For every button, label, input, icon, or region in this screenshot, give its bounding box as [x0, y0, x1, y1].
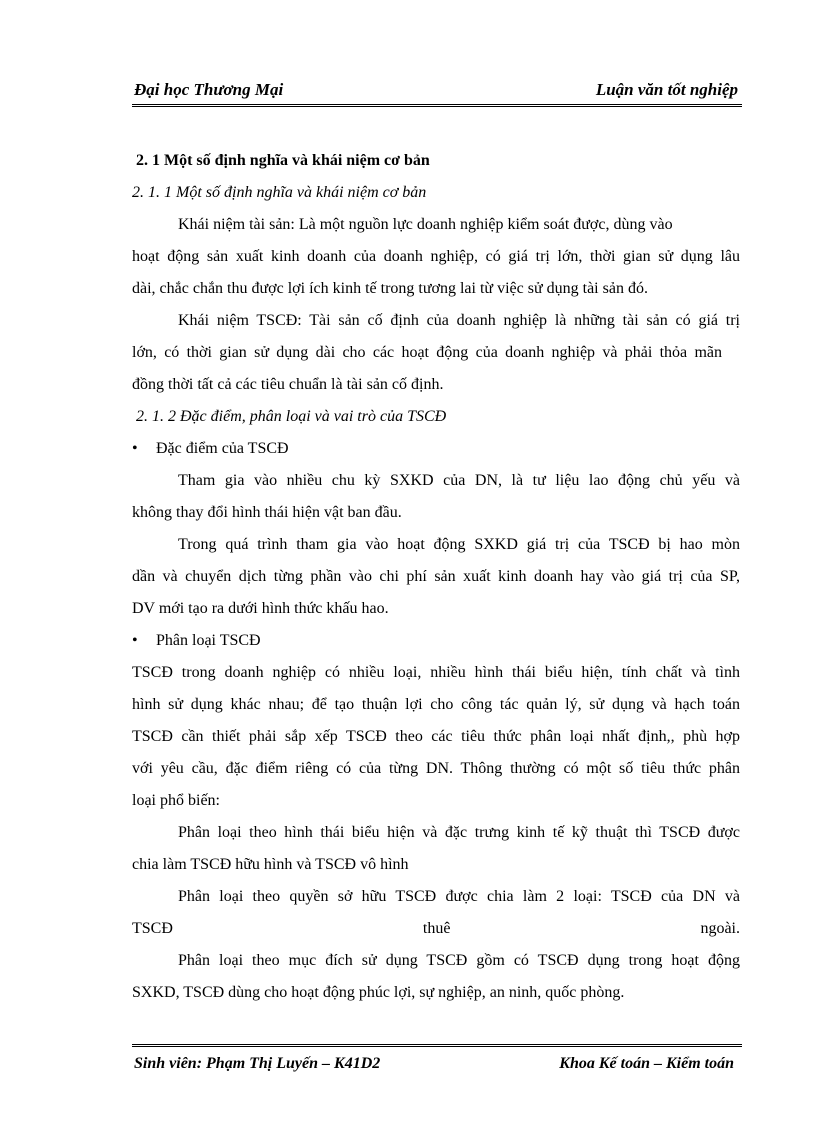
footer-student: Sinh viên: Phạm Thị Luyến – K41D2: [134, 1055, 381, 1072]
paragraph-line: dài, chắc chắn thu được lợi ích kinh tế trong tương lai từ việc sử dụng tài sản đó.: [132, 280, 648, 297]
paragraph-line: chia làm TSCĐ hữu hình và TSCĐ vô hình: [132, 856, 409, 873]
page-footer: [132, 1044, 742, 1071]
bullet-icon: •: [132, 632, 138, 649]
paragraph-line: Phân loại theo hình thái biểu hiện và đặc trưng kinh tế kỹ thuật thì TSCĐ được: [178, 824, 740, 841]
paragraph-line: TSCĐ thuê ngoài.: [132, 920, 740, 937]
paragraph-line: TSCĐ trong doanh nghiệp có nhiều loại, nhiều hình thái biểu hiện, tính chất và tình: [132, 664, 740, 681]
paragraph-line: TSCĐ cần thiết phải sắp xếp TSCĐ theo các tiêu thức phân loại nhất định,, phù hợp: [132, 728, 740, 745]
paragraph-line: lớn, có thời gian sử dụng dài cho các hoạt động của doanh nghiệp và phải thỏa mãn: [132, 344, 722, 361]
page-header: [132, 80, 742, 107]
paragraph-line: hoạt động sản xuất kinh doanh của doanh nghiệp, có giá trị lớn, thời gian sử dụng lâu: [132, 248, 740, 265]
paragraph-line: SXKD, TSCĐ dùng cho hoạt động phúc lợi, sự nghiệp, an ninh, quốc phòng.: [132, 984, 625, 1001]
paragraph-line: Trong quá trình tham gia vào hoạt động SXKD giá trị của TSCĐ bị hao mòn: [178, 536, 740, 553]
paragraph-line: Khái niệm TSCĐ: Tài sản cố định của doanh nghiệp là những tài sản có giá trị: [178, 312, 740, 329]
paragraph-line: với yêu cầu, đặc điểm riêng có của từng DN. Thông thường có một số tiêu thức phân: [132, 760, 740, 777]
bullet-label: Đặc điểm của TSCĐ: [156, 440, 289, 457]
paragraph-line: hình sử dụng khác nhau; để tạo thuận lợi cho công tác quản lý, sử dụng và hạch toán: [132, 696, 740, 713]
paragraph-line: Tham gia vào nhiều chu kỳ SXKD của DN, là tư liệu lao động chủ yếu và: [178, 472, 740, 489]
bullet-item: [132, 440, 289, 458]
paragraph-line: Khái niệm tài sản: Là một nguồn lực doanh nghiệp kiểm soát được, dùng vào: [178, 216, 673, 233]
header-university: Đại học Thương Mại: [134, 80, 284, 99]
bullet-item: [132, 632, 261, 650]
paragraph-line: không thay đổi hình thái hiện vật ban đầu.: [132, 504, 402, 521]
paragraph-line: DV mới tạo ra dưới hình thức khấu hao.: [132, 600, 389, 617]
paragraph-line: đồng thời tất cả các tiêu chuẩn là tài sản cố định.: [132, 376, 444, 393]
paragraph-line: Phân loại theo quyền sở hữu TSCĐ được chia làm 2 loại: TSCĐ của DN và: [178, 888, 740, 905]
section-heading: 2. 1 Một số định nghĩa và khái niệm cơ bản: [136, 152, 430, 169]
paragraph-line: loại phổ biến:: [132, 792, 220, 809]
header-thesis-label: Luận văn tốt nghiệp: [595, 80, 738, 99]
bullet-label: Phân loại TSCĐ: [156, 632, 261, 649]
subheading-characteristics: 2. 1. 2 Đặc điểm, phân loại và vai trò của TSCĐ: [136, 408, 447, 425]
bullet-icon: •: [132, 440, 138, 457]
footer-faculty: Khoa Kế toán – Kiểm toán: [559, 1055, 734, 1072]
paragraph-line: Phân loại theo mục đích sử dụng TSCĐ gồm có TSCĐ dụng trong hoạt động: [178, 952, 740, 969]
subheading-definitions: 2. 1. 1 Một số định nghĩa và khái niệm cơ bản: [132, 184, 427, 201]
paragraph-line: dần và chuyển dịch từng phần vào chi phí sản xuất kinh doanh hay vào giá trị của SP,: [132, 568, 740, 585]
